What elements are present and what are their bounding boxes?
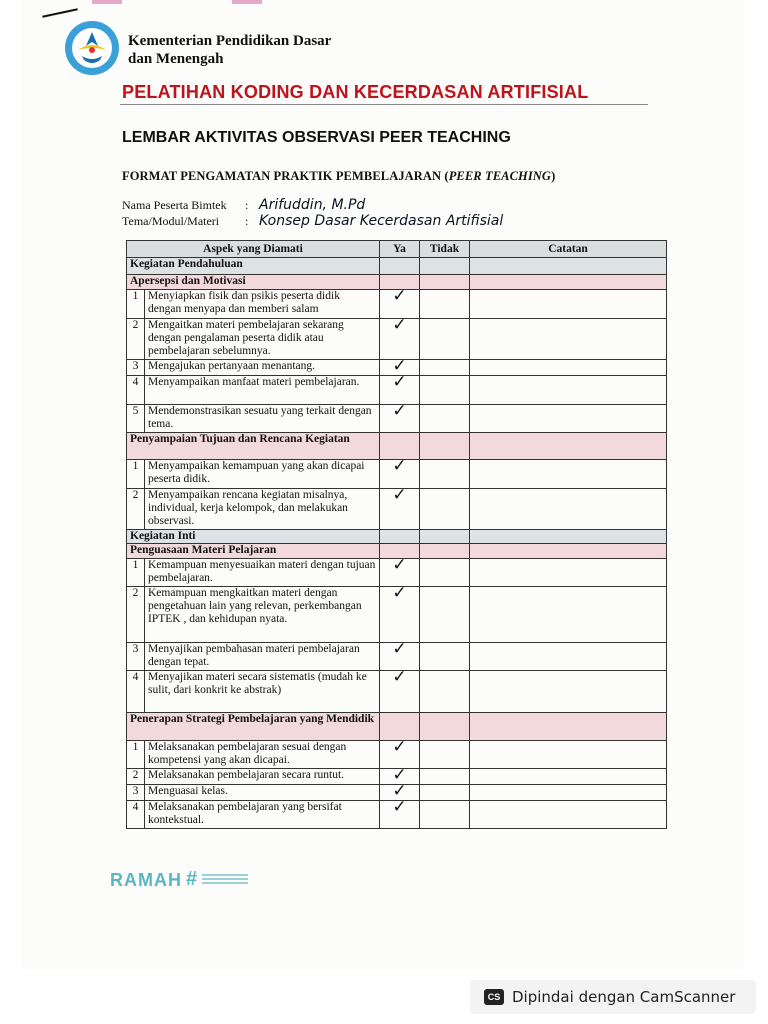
- checkmark-icon: ✓: [392, 401, 407, 421]
- item-text: Menyampaikan manfaat materi pembelajaran.: [145, 376, 380, 405]
- ya-checkbox: [380, 485, 420, 530]
- tidak-checkbox: [420, 801, 470, 829]
- tidak-checkbox: [420, 741, 470, 769]
- checkmark-icon: ✓: [392, 555, 407, 575]
- tidak-checkbox: [420, 769, 470, 785]
- group-title: Penguasaan Materi Pelajaran: [127, 544, 380, 559]
- main-title: PELATIHAN KODING DAN KECERDASAN ARTIFISIAL: [122, 82, 589, 102]
- format-title: [122, 169, 555, 184]
- tidak-checkbox: [420, 671, 470, 713]
- catatan-cell: [470, 405, 667, 433]
- checkmark-icon: ✓: [392, 372, 407, 392]
- item-number: 3: [127, 643, 145, 671]
- title-divider: [120, 104, 648, 105]
- catatan-cell: [470, 785, 667, 801]
- colon: :: [245, 214, 249, 228]
- tidak-cell: [420, 530, 470, 544]
- item-number: 5: [127, 405, 145, 433]
- checkmark-icon: ✓: [392, 456, 407, 476]
- catatan-cell: [470, 290, 667, 319]
- item-text: Menyajikan pembahasan materi pembelajaran dengan tepat.: [145, 643, 380, 671]
- checkmark-icon: ✓: [392, 356, 407, 376]
- tidak-checkbox: [420, 319, 470, 360]
- catatan-cell: [470, 741, 667, 769]
- item-text: Melaksanakan pembelajaran sesuai dengan kompetensi yang akan dicapai.: [145, 741, 380, 769]
- ministry-line-2: dan Menengah: [128, 51, 224, 67]
- section-row: [127, 530, 667, 544]
- ya-checkbox: [380, 797, 420, 829]
- hashtag-lines: [202, 874, 248, 876]
- item-number: 3: [127, 360, 145, 376]
- group-title: Penyampaian Tujuan dan Rencana Kegiatan: [127, 433, 380, 460]
- checkmark-icon: ✓: [392, 286, 407, 306]
- catatan-cell: [470, 258, 667, 275]
- item-text: Melaksanakan pembelajaran secara runtut.: [145, 769, 380, 785]
- checkmark-icon: ✓: [392, 583, 407, 603]
- checkmark-icon: ✓: [392, 781, 407, 801]
- tidak-cell: [420, 713, 470, 741]
- item-number: 1: [127, 290, 145, 319]
- ya-cell: [380, 258, 420, 275]
- tidak-checkbox: [420, 405, 470, 433]
- tut-wuri-handayani-logo: [64, 20, 120, 76]
- checkmark-icon: ✓: [392, 315, 407, 335]
- catatan-cell: [470, 319, 667, 360]
- camscanner-watermark: [470, 980, 756, 1014]
- checkmark-icon: ✓: [392, 797, 407, 817]
- topic-value: Konsep Dasar Kecerdasan Artifisial: [259, 213, 504, 229]
- catatan-cell: [470, 433, 667, 460]
- tidak-cell: [420, 544, 470, 559]
- table-row: [127, 319, 667, 360]
- item-number: 2: [127, 319, 145, 360]
- participant-name-label: Nama Peserta Bimtek: [122, 198, 227, 212]
- tidak-cell: [420, 433, 470, 460]
- hashtag-icon: #: [186, 868, 198, 890]
- catatan-cell: [470, 360, 667, 376]
- format-title-prefix: FORMAT PENGAMATAN PRAKTIK PEMBELAJARAN (: [122, 169, 449, 183]
- tidak-checkbox: [420, 460, 470, 489]
- camscanner-icon: CS: [484, 989, 504, 1005]
- format-title-italic: PEER TEACHING: [448, 169, 552, 183]
- item-text: Mendemonstrasikan sesuatu yang terkait dengan tema.: [145, 405, 380, 433]
- group-title: Apersepsi dan Motivasi: [127, 275, 380, 290]
- item-number: 3: [127, 785, 145, 801]
- checkmark-icon: ✓: [392, 765, 407, 785]
- tidak-checkbox: [420, 587, 470, 643]
- item-text: Mengajukan pertanyaan menantang.: [145, 360, 380, 376]
- catatan-cell: [470, 559, 667, 587]
- catatan-cell: [470, 489, 667, 530]
- ministry-line-1: Kementerian Pendidikan Dasar: [128, 33, 332, 49]
- checkmark-icon: ✓: [392, 485, 407, 505]
- item-number: 4: [127, 376, 145, 405]
- item-text: Menyiapkan fisik dan psikis peserta didik dengan menyapa dan memberi salam: [145, 290, 380, 319]
- camscanner-label: Dipindai dengan CamScanner: [512, 988, 736, 1006]
- item-text: Kemampuan menyesuaikan materi dengan tujuan pembelajaran.: [145, 559, 380, 587]
- tidak-cell: [420, 275, 470, 290]
- tidak-checkbox: [420, 643, 470, 671]
- item-number: 4: [127, 671, 145, 713]
- topic-row: [122, 213, 503, 229]
- section-row: [127, 258, 667, 275]
- catatan-cell: [470, 587, 667, 643]
- ya-cell: [380, 530, 420, 544]
- tidak-checkbox: [420, 376, 470, 405]
- tidak-checkbox: [420, 360, 470, 376]
- tidak-cell: [420, 258, 470, 275]
- catatan-cell: [470, 275, 667, 290]
- table-row: [127, 489, 667, 530]
- col-tidak: Tidak: [420, 241, 470, 258]
- catatan-cell: [470, 530, 667, 544]
- scan-artifact: [92, 0, 122, 4]
- col-catatan: Catatan: [470, 241, 667, 258]
- tidak-checkbox: [420, 785, 470, 801]
- item-number: 2: [127, 769, 145, 785]
- catatan-cell: [470, 376, 667, 405]
- item-text: Kemampuan mengkaitkan materi dengan pengetahuan lain yang relevan, perkembangan IPTEK , dan kehidupan nyata.: [145, 587, 380, 643]
- item-number: 2: [127, 587, 145, 643]
- scan-artifact: [232, 0, 262, 4]
- checkmark-icon: ✓: [392, 639, 407, 659]
- item-number: 4: [127, 801, 145, 829]
- ya-checkbox: [380, 315, 420, 360]
- col-ya: Ya: [380, 241, 420, 258]
- catatan-cell: [470, 671, 667, 713]
- section-title: Kegiatan Pendahuluan: [127, 258, 380, 275]
- item-text: Melaksanakan pembelajaran yang bersifat kontekstual.: [145, 801, 380, 829]
- catatan-cell: [470, 544, 667, 559]
- item-text: Menguasai kelas.: [145, 785, 380, 801]
- tidak-checkbox: [420, 559, 470, 587]
- item-text: Mengaitkan materi pembelajaran sekarang dengan pengalaman peserta didik atau pembelajaran sebelumnya.: [145, 319, 380, 360]
- tidak-checkbox: [420, 489, 470, 530]
- ministry-name: [128, 32, 331, 68]
- ya-checkbox: [380, 583, 420, 643]
- table-row: [127, 405, 667, 433]
- table-row: [127, 587, 667, 643]
- checkmark-icon: ✓: [392, 737, 407, 757]
- section-title: Kegiatan Inti: [127, 530, 380, 544]
- table-row: [127, 801, 667, 829]
- ya-checkbox: [380, 667, 420, 713]
- col-aspek: Aspek yang Diamati: [127, 241, 380, 258]
- hashtag-logo: [186, 870, 256, 890]
- format-title-suffix: ): [551, 169, 556, 183]
- sheet-title: LEMBAR AKTIVITAS OBSERVASI PEER TEACHING: [122, 129, 511, 146]
- tidak-checkbox: [420, 290, 470, 319]
- item-text: Menyampaikan rencana kegiatan misalnya, individual, kerja kelompok, dan melakukan observasi.: [145, 489, 380, 530]
- ramah-logo: RAMAH: [110, 870, 182, 890]
- checkmark-icon: ✓: [392, 667, 407, 687]
- topic-label: Tema/Modul/Materi: [122, 214, 220, 228]
- ya-checkbox: [380, 401, 420, 433]
- catatan-cell: [470, 769, 667, 785]
- table-header-row: [127, 241, 667, 258]
- item-text: Menyampaikan kemampuan yang akan dicapai peserta didik.: [145, 460, 380, 489]
- item-text: Menyajikan materi secara sistematis (mudah ke sulit, dari konkrit ke abstrak): [145, 671, 380, 713]
- colon: :: [245, 198, 249, 212]
- catatan-cell: [470, 713, 667, 741]
- participant-name-row: [122, 197, 365, 213]
- participant-name-value: Arifuddin, M.Pd: [259, 197, 366, 213]
- catatan-cell: [470, 643, 667, 671]
- item-number: 1: [127, 741, 145, 769]
- item-number: 1: [127, 460, 145, 489]
- item-number: 1: [127, 559, 145, 587]
- catatan-cell: [470, 460, 667, 489]
- item-number: 2: [127, 489, 145, 530]
- catatan-cell: [470, 801, 667, 829]
- group-title: Penerapan Strategi Pembelajaran yang Mendidik: [127, 713, 380, 741]
- observation-table: [126, 240, 667, 829]
- table-row: [127, 671, 667, 713]
